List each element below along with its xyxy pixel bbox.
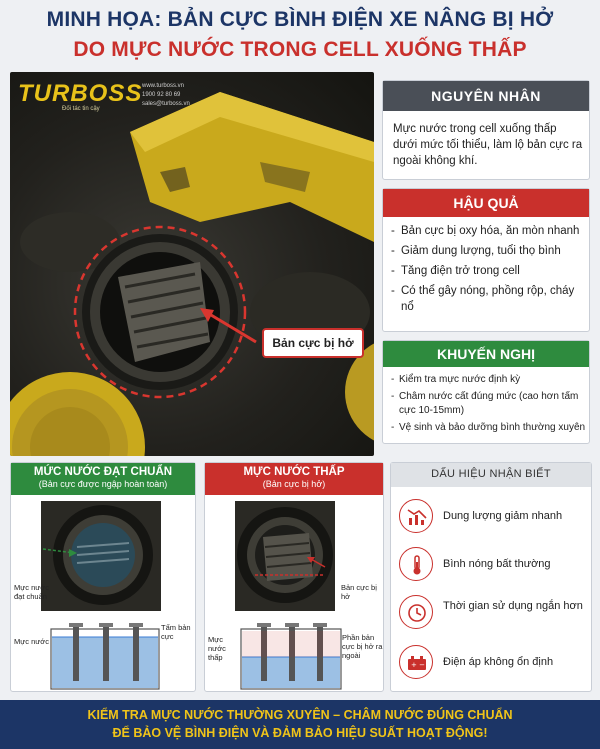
list-item: - Tăng điện trở trong cell: [391, 263, 587, 279]
standard-level-subheading: (Bản cực được ngập hoàn toàn): [38, 479, 168, 489]
battery-icon: [399, 645, 433, 679]
list-item: [399, 545, 589, 585]
footer-banner: [0, 700, 600, 749]
contact-phone: 1900 92 80 69: [142, 92, 181, 98]
page-title: [0, 0, 600, 74]
consequence-card: [382, 188, 590, 332]
exposed-plate-callout: Bản cực bị hở: [262, 328, 364, 358]
footer-line-2: ĐỂ BẢO VỆ BÌNH ĐIỆN VÀ ĐẢM BẢO HIỆU SUẤT HOẠT ĐỘNG!: [112, 726, 488, 740]
turboss-logo: TURBOSS: [18, 80, 143, 107]
recommendation-card: [382, 340, 590, 444]
title-line-2: DO MỰC NƯỚC TRONG CELL XUỐNG THẤP: [73, 38, 527, 61]
sign-text: Dung lượng giảm nhanh: [443, 510, 563, 522]
standard-level-panel: [10, 462, 196, 692]
low-level-subheading: (Bản cực bị hở): [262, 479, 326, 489]
standard-plate-label: Tấm bản cực: [161, 623, 191, 641]
standard-level-header: [11, 463, 195, 495]
cause-text: Mực nước trong cell xuống thấp dưới mức tối thiểu, làm lộ bản cực ra ngoài không khí.: [393, 123, 583, 167]
recommendation-heading: KHUYẾN NGHỊ: [383, 341, 589, 367]
chart-down-icon: [399, 499, 433, 533]
standard-water-label: Mực nước: [14, 637, 49, 646]
sign-text: Bình nóng bất thường: [443, 558, 551, 570]
sign-text: Thời gian sử dụng ngắn hơn: [443, 600, 583, 612]
cause-heading: NGUYÊN NHÂN: [383, 81, 589, 111]
contact-web: www.turboss.vn: [142, 83, 185, 89]
list-item: [399, 643, 589, 683]
list-item: - Châm nước cất đúng mức (cao hơn tấm cực 10-15mm): [391, 390, 589, 418]
sign-text: Điện áp không ổn định: [443, 656, 554, 668]
signs-heading: DẤU HIỆU NHẬN BIẾT: [431, 468, 551, 480]
battery-photo: [10, 72, 374, 456]
low-exposed-label: Bản cực bị hở: [341, 583, 377, 601]
list-item: [399, 593, 589, 633]
recommendation-list: [391, 373, 589, 438]
low-level-heading: MỰC NƯỚC THẤP: [243, 466, 345, 478]
title-line-1: MINH HỌA: BẢN CỰC BÌNH ĐIỆN XE NÂNG BỊ HỞ: [46, 8, 554, 31]
list-item: - Bản cực bị oxy hóa, ăn mòn nhanh: [391, 223, 587, 239]
low-level-header: [205, 463, 383, 495]
signs-header: [391, 463, 591, 487]
list-item: [399, 497, 589, 537]
thermometer-icon: [399, 547, 433, 581]
low-water-label: Mực nước thấp: [208, 635, 226, 662]
logo-tagline: Đối tác tin cậy: [62, 106, 100, 112]
list-item: - Vệ sinh và bảo dưỡng bình thường xuyên: [391, 421, 589, 435]
consequence-heading: HẬU QUẢ: [383, 189, 589, 217]
standard-level-label: Mực nước đạt chuẩn: [14, 583, 49, 601]
list-item: - Có thể gây nóng, phồng rộp, cháy nổ: [391, 283, 587, 315]
signs-panel: [390, 462, 592, 692]
svg-text:+ −: + −: [411, 661, 425, 669]
low-level-panel: [204, 462, 384, 692]
battery-photo-illustration: [10, 72, 374, 456]
low-plate-label: Phần bản cực bị hở ra ngoài: [342, 633, 383, 660]
contact-info: [142, 82, 190, 109]
list-item: - Kiểm tra mực nước định kỳ: [391, 373, 589, 387]
clock-icon: [399, 595, 433, 629]
consequence-list: [391, 223, 587, 319]
list-item: - Giảm dung lượng, tuổi thọ bình: [391, 243, 587, 259]
cause-card: [382, 80, 590, 180]
contact-email: sales@turboss.vn: [142, 101, 190, 107]
footer-line-1: KIỂM TRA MỰC NƯỚC THƯỜNG XUYÊN – CHÂM NƯỚC ĐÚNG CHUẨN: [87, 708, 513, 722]
standard-level-heading: MỨC NƯỚC ĐẠT CHUẨN: [33, 466, 173, 478]
